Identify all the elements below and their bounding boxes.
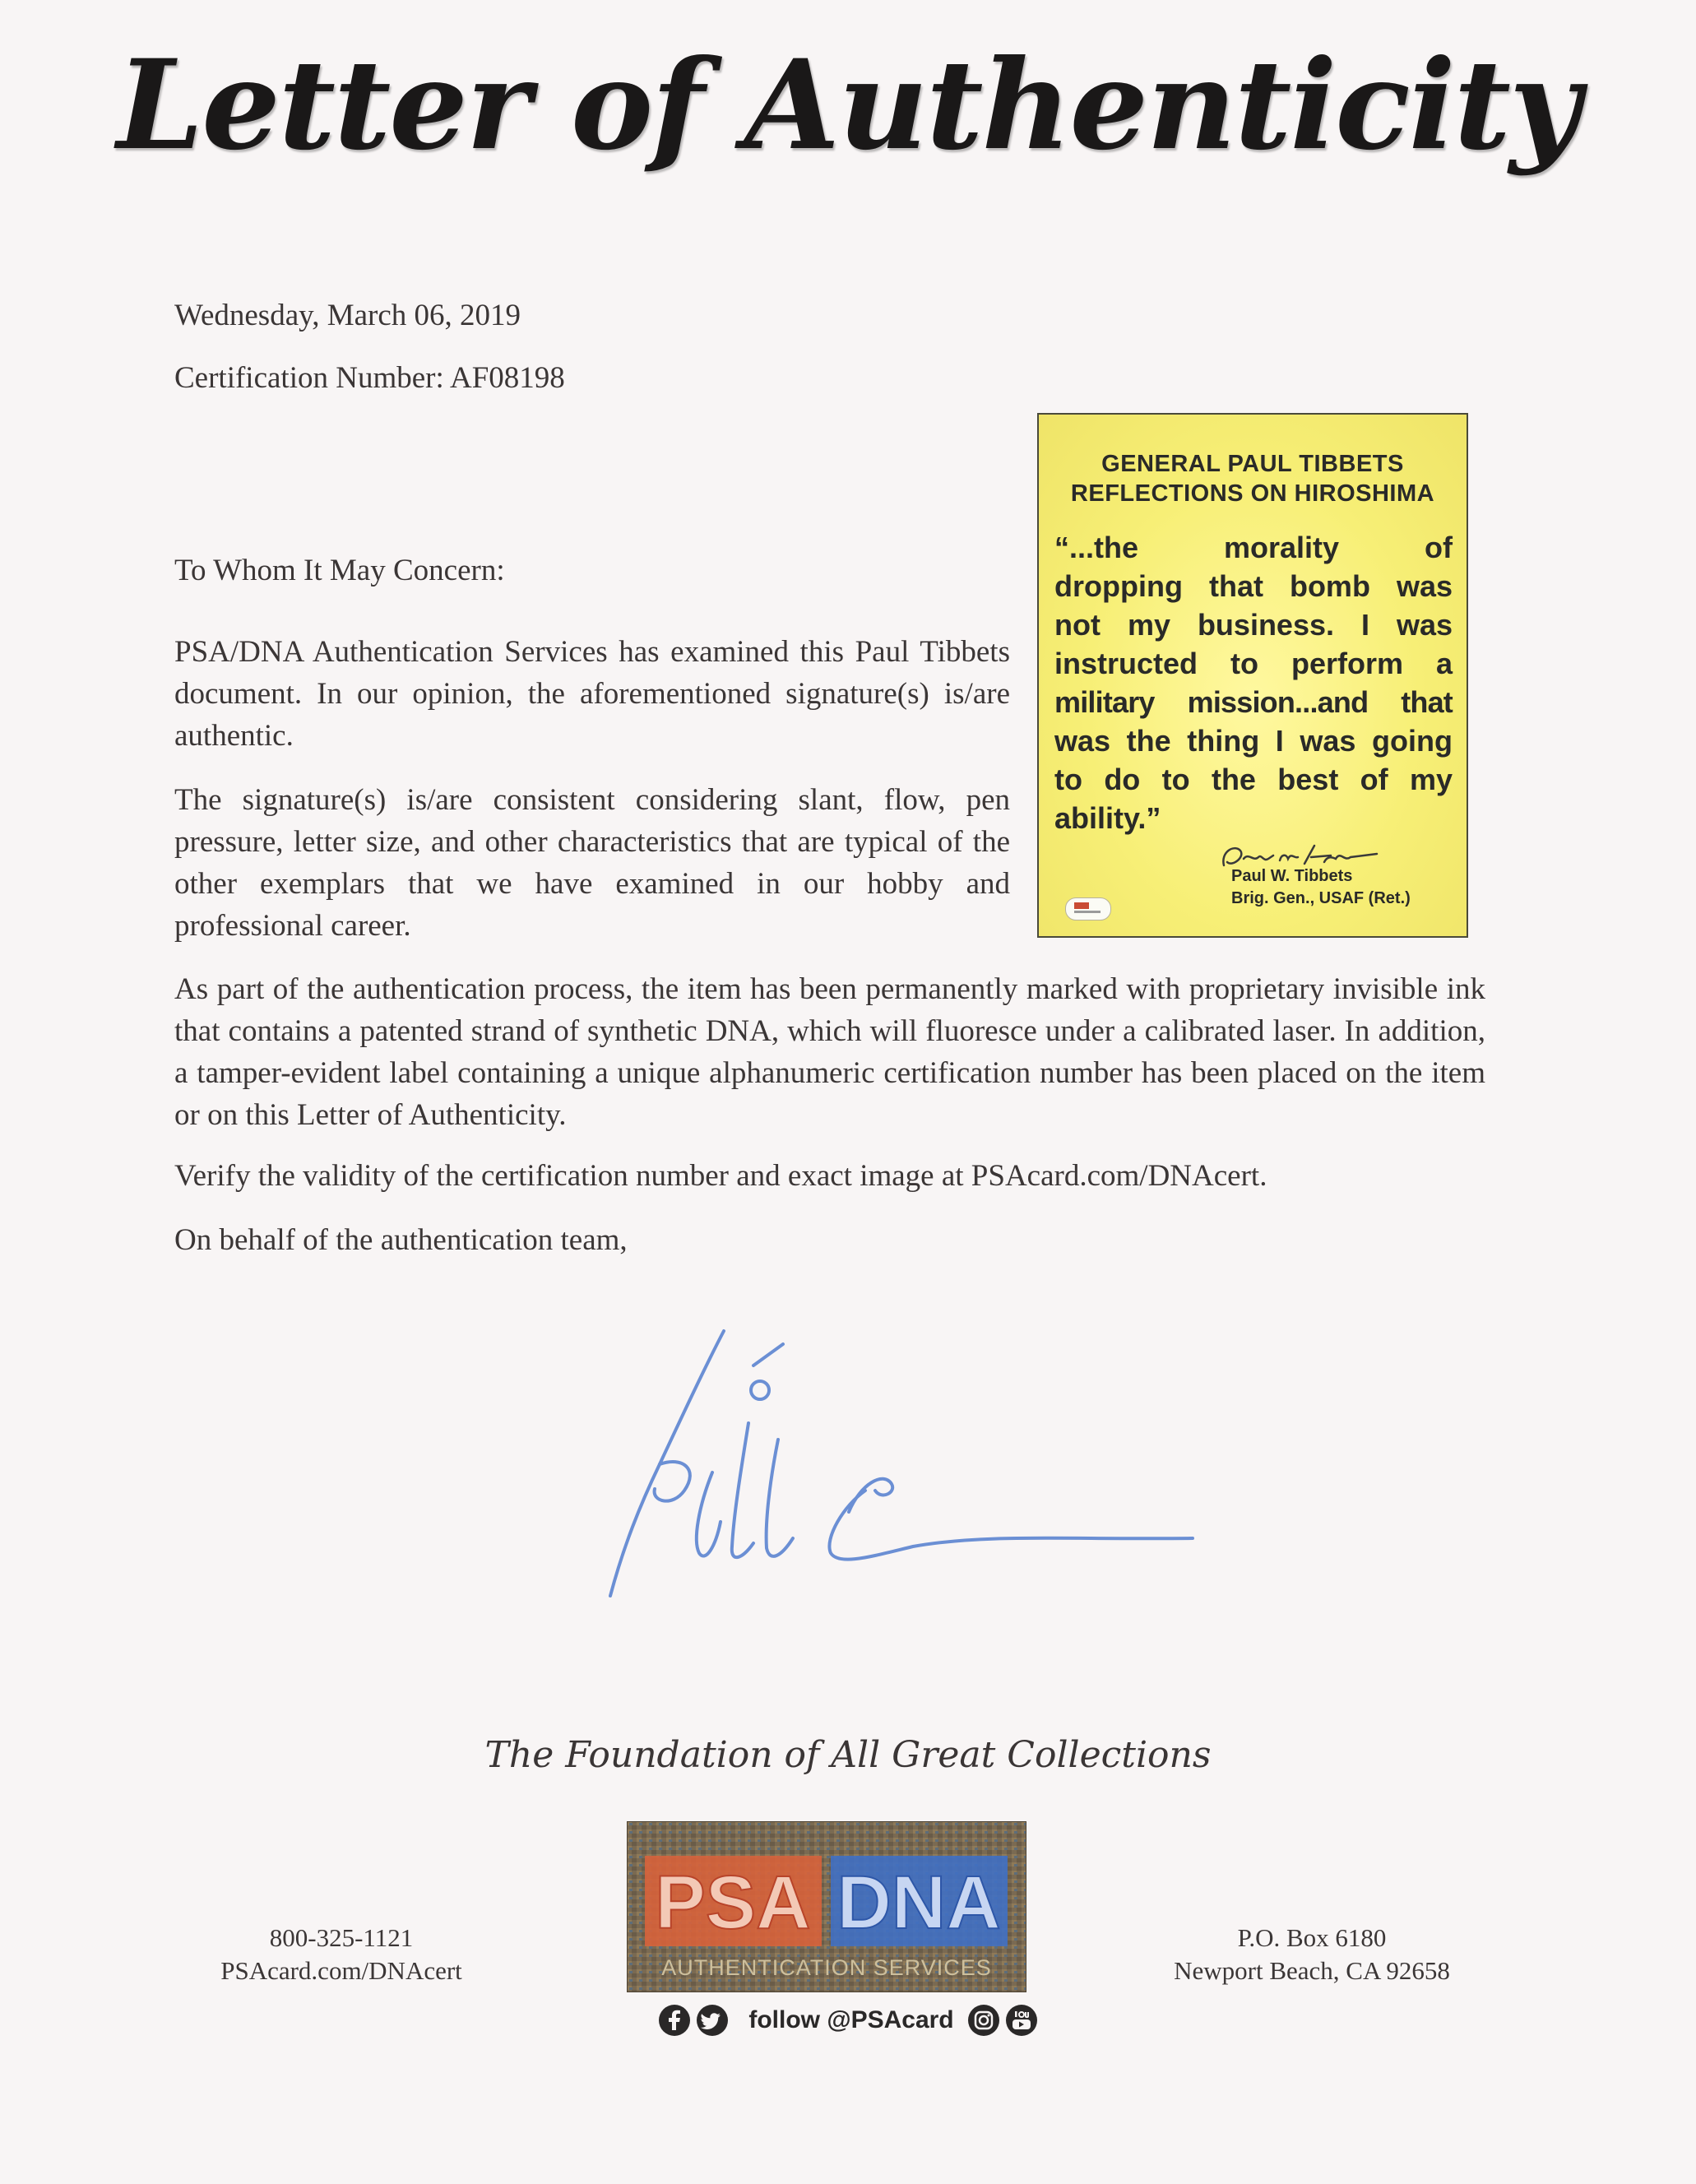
quote-line: “...the morality of bbox=[1054, 531, 1453, 564]
closing-line: On behalf of the authentication team, bbox=[174, 1223, 628, 1257]
quote-line: dropping that bomb was bbox=[1054, 569, 1453, 603]
quote-line: military mission...and that bbox=[1054, 685, 1453, 719]
quote-line: to do to the best of my bbox=[1054, 763, 1453, 796]
paragraph-examination: PSA/DNA Authentication Services has examined this Paul Tibbets document. In our opinion, the aforementioned signature(s) is/are authentic. bbox=[174, 635, 1010, 753]
logo-subtitle: AUTHENTICATION SERVICES bbox=[661, 1955, 992, 1980]
footer-tagline: The Foundation of All Great Collections bbox=[484, 1734, 1212, 1776]
psa-dna-logo bbox=[627, 1821, 1026, 1992]
item-signer bbox=[1231, 865, 1411, 910]
contact-left bbox=[169, 1922, 514, 1987]
item-heading-line: REFLECTIONS ON HIROSHIMA bbox=[1070, 480, 1435, 507]
item-heading-line: GENERAL PAUL TIBBETS bbox=[1101, 451, 1404, 477]
youtube-icon[interactable] bbox=[1005, 2004, 1038, 2037]
authentication-sticker bbox=[1065, 897, 1111, 920]
signer-rank: Brig. Gen., USAF (Ret.) bbox=[1231, 889, 1411, 907]
social-bar bbox=[0, 2004, 1696, 2042]
item-image bbox=[1037, 413, 1468, 938]
follow-handle[interactable]: follow @PSAcard bbox=[748, 2006, 954, 2033]
letter-date: Wednesday, March 06, 2019 bbox=[174, 299, 521, 332]
contact-right bbox=[1127, 1922, 1497, 1987]
authenticator-signature bbox=[559, 1316, 1201, 1612]
quote-line: instructed to perform a bbox=[1054, 647, 1453, 680]
twitter-icon[interactable] bbox=[696, 2004, 729, 2037]
item-quote bbox=[1054, 528, 1453, 837]
paragraph-consistency: The signature(s) is/are consistent considering slant, flow, pen pressure, letter size, and other characteristics that are typical of the other exemplars that we have examined in our hobby and professional career. bbox=[174, 783, 1010, 943]
page-title: Letter of Authenticity bbox=[116, 33, 1580, 178]
certification-number: AF08198 bbox=[449, 361, 565, 395]
quote-line: ability.” bbox=[1054, 801, 1161, 835]
website-link[interactable]: PSAcard.com/DNAcert bbox=[220, 1956, 462, 1985]
certification-line bbox=[174, 360, 565, 396]
logo-psa-text: PSA bbox=[655, 1861, 811, 1945]
city-address: Newport Beach, CA 92658 bbox=[1174, 1956, 1450, 1985]
quote-line: not my business. I was bbox=[1054, 608, 1453, 642]
salutation: To Whom It May Concern: bbox=[174, 554, 505, 587]
facebook-icon[interactable] bbox=[658, 2004, 691, 2037]
paragraph-verify: Verify the validity of the certification number and exact image at PSAcard.com/DNAcert. bbox=[174, 1159, 1267, 1193]
instagram-icon[interactable] bbox=[967, 2004, 1000, 2037]
phone-number: 800-325-1121 bbox=[269, 1923, 414, 1952]
paragraph-process: As part of the authentication process, the item has been permanently marked with proprietary invisible ink that contains a patented strand of synthetic DNA, which will fluoresce under a calibrated laser. In addition, a tamper-evident label containing a unique alphanumeric certification number has been placed on the item or on this Letter of Authenticity. bbox=[174, 972, 1485, 1132]
signer-name: Paul W. Tibbets bbox=[1231, 867, 1353, 885]
logo-dna-text: DNA bbox=[836, 1861, 1001, 1945]
certification-label: Certification Number: bbox=[174, 361, 444, 395]
po-box: P.O. Box 6180 bbox=[1237, 1923, 1387, 1952]
quote-line: was the thing I was going bbox=[1054, 724, 1453, 758]
item-heading bbox=[1039, 449, 1467, 508]
